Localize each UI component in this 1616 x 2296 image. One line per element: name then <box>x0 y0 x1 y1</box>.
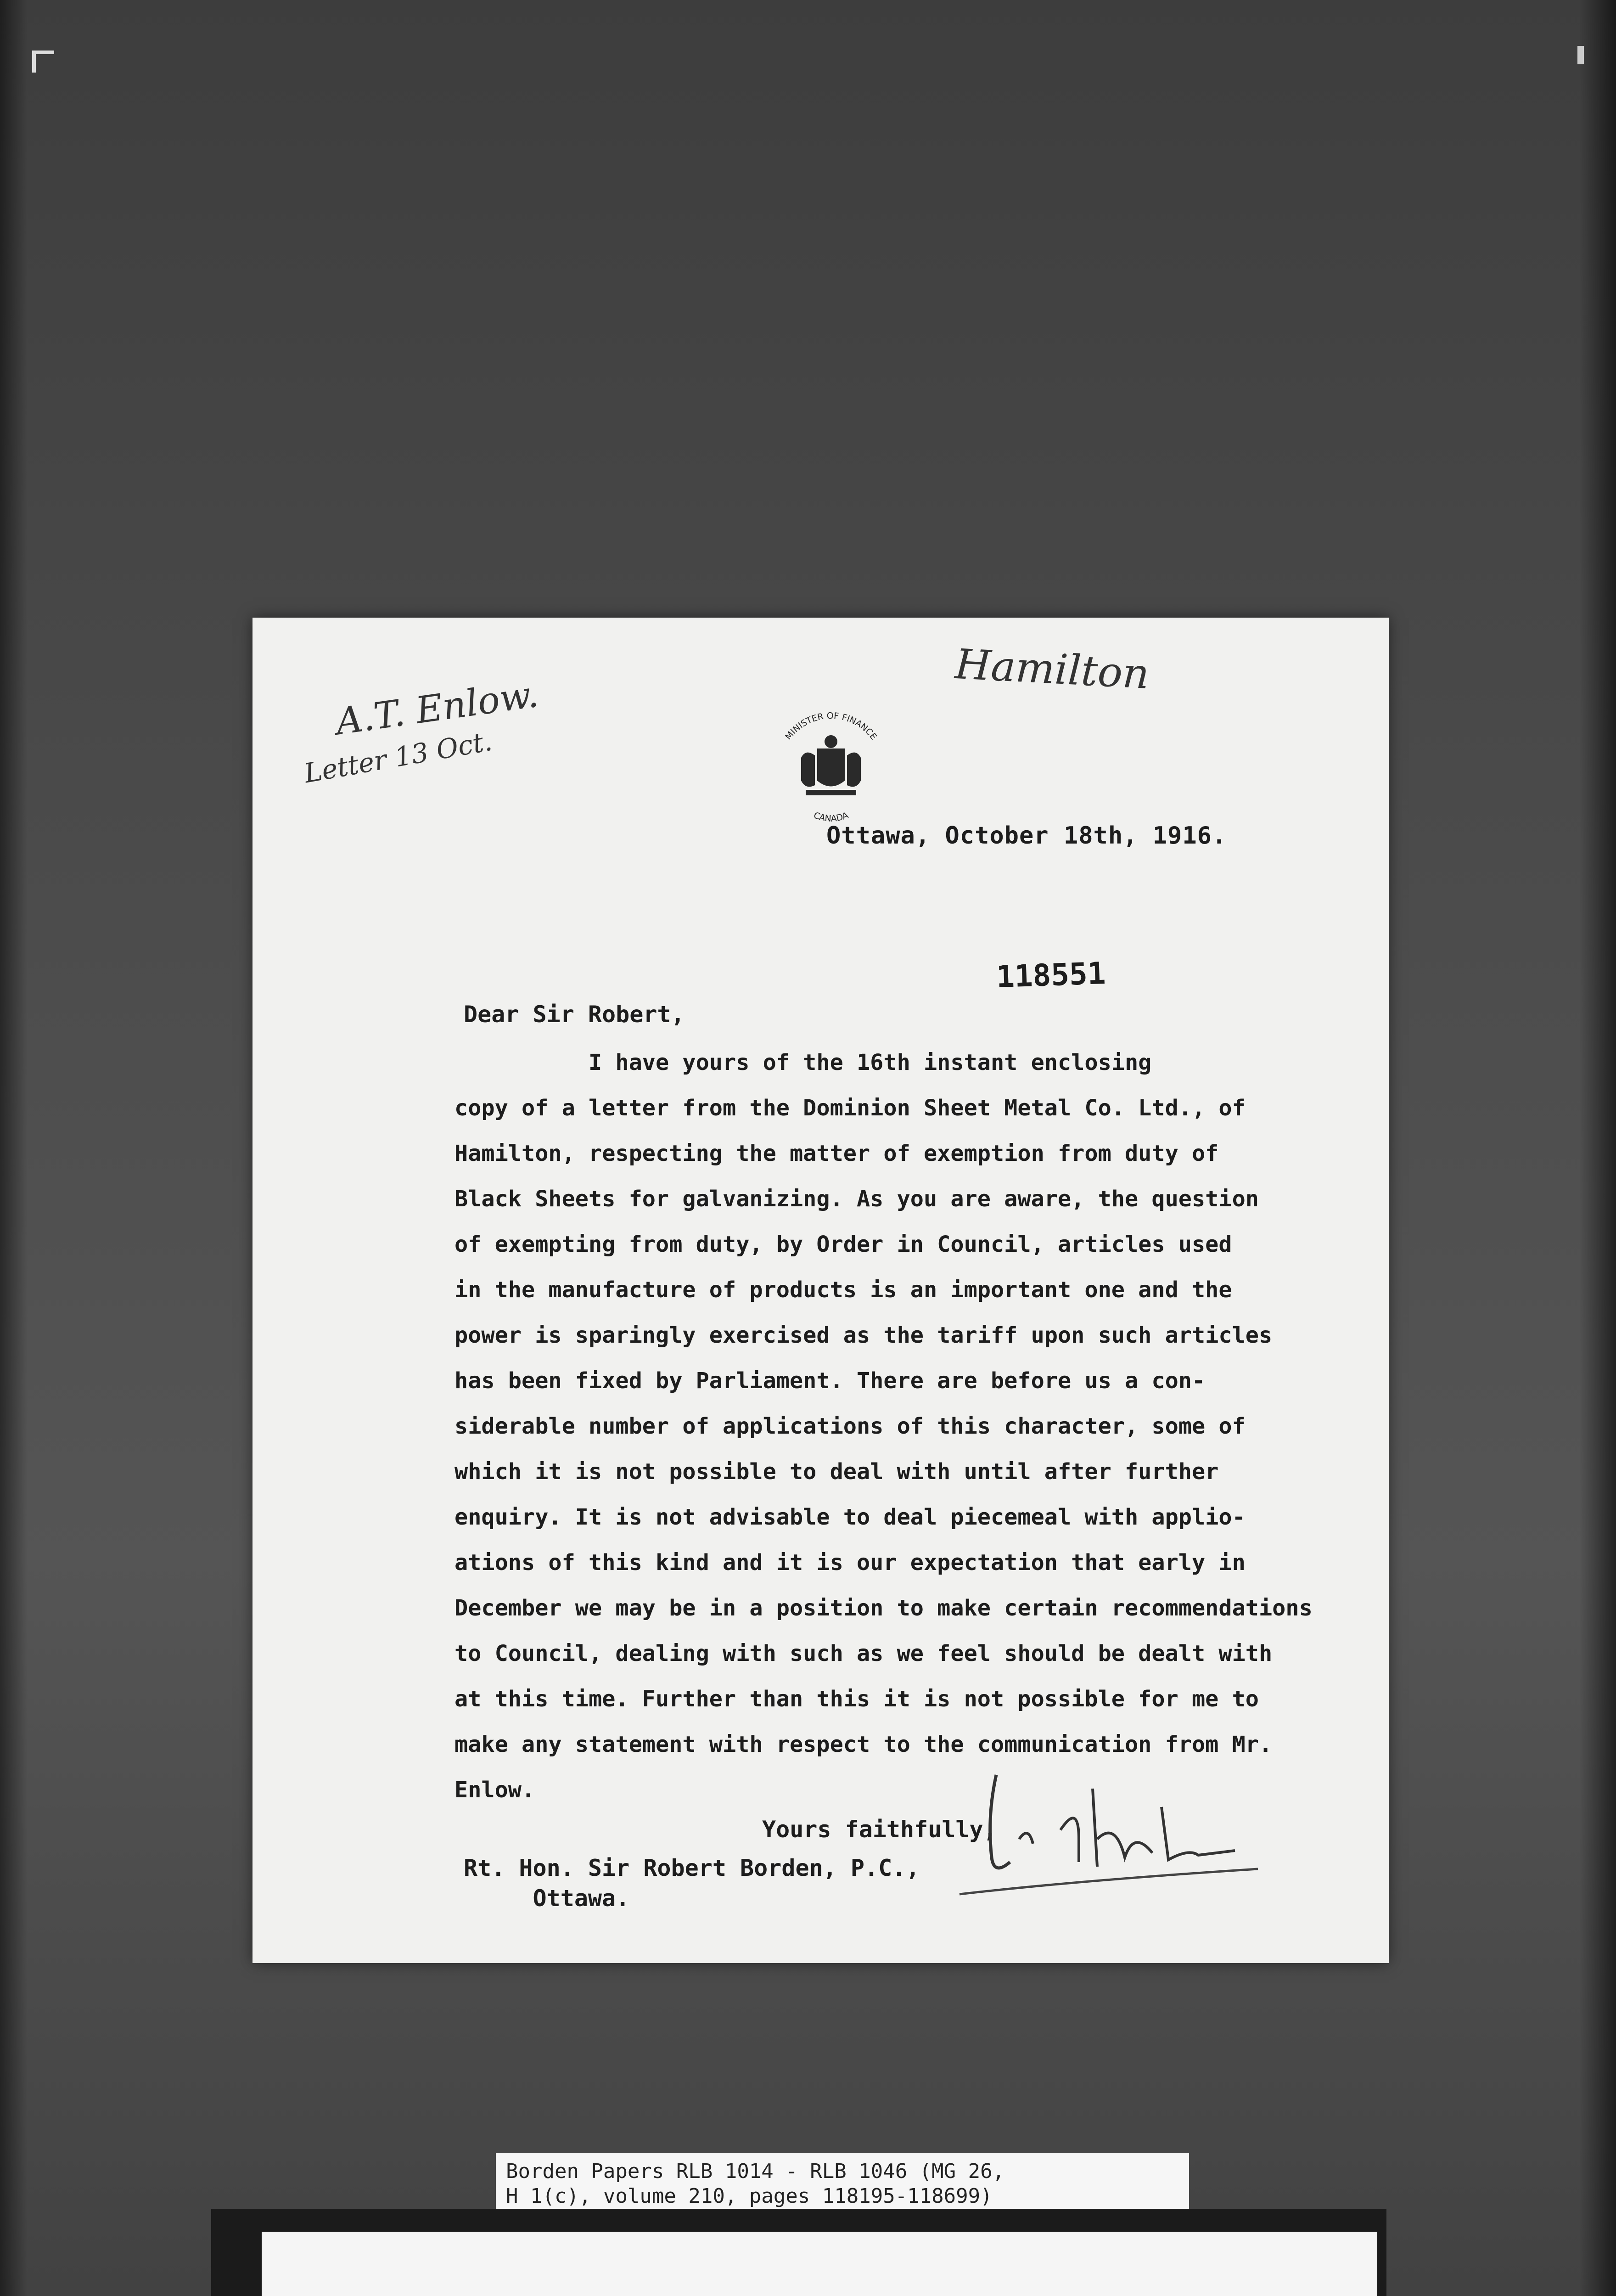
letter-body-line: of exempting from duty, by Order in Council, articles used <box>454 1232 1232 1257</box>
letter-body-line: December we may be in a position to make certain recommendations <box>454 1595 1313 1621</box>
handwritten-city-note: Hamilton <box>954 640 1150 699</box>
seal-shield <box>817 748 845 787</box>
letter-dateline: Ottawa, October 18th, 1916. <box>826 822 1227 850</box>
reference-line: H 1(c), volume 210, pages 118195-118699) <box>506 2184 993 2208</box>
seal-motto-ribbon <box>806 790 856 795</box>
letter-recipient <box>464 1853 920 1913</box>
letter-body <box>454 1040 1364 1813</box>
letter-body-line: Black Sheets for galvanizing. As you are aware, the question <box>454 1186 1259 1212</box>
handwritten-name-note: A.T. Enlow. <box>333 672 541 743</box>
recipient-location: Ottawa. <box>464 1885 630 1912</box>
letter-body-line: I have yours of the 16th instant enclosing <box>454 1050 1152 1075</box>
handwritten-letter-note: Letter 13 Oct. <box>302 725 494 789</box>
letter-body-line: Enlow. <box>454 1777 535 1803</box>
letter-closing: Yours faithfully, <box>762 1816 997 1843</box>
reference-line: Borden Papers RLB 1014 - RLB 1046 (MG 26, <box>506 2160 1005 2183</box>
letter-page <box>252 618 1389 1963</box>
seal-text-bottom: CANADA <box>812 810 850 824</box>
seal-text-top: MINISTER OF FINANCE <box>783 710 879 742</box>
archive-card <box>211 2209 1386 2296</box>
letter-salutation: Dear Sir Robert, <box>464 1001 685 1028</box>
corner-registration-mark-right <box>1577 46 1584 64</box>
letter-body-line: siderable number of applications of this character, some of <box>454 1413 1246 1439</box>
letter-body-line: has been fixed by Parliament. There are before us a con- <box>454 1368 1206 1394</box>
letter-body-line: to Council, dealing with such as we feel should be dealt with <box>454 1641 1273 1666</box>
handwritten-signature <box>941 1747 1272 1899</box>
letter-body-line: in the manufacture of products is an important one and the <box>454 1277 1232 1303</box>
corner-registration-mark <box>32 51 54 73</box>
minister-of-finance-seal <box>762 693 900 840</box>
letter-body-line: which it is not possible to deal with until after further <box>454 1459 1219 1485</box>
letter-body-line: at this time. Further than this it is not possible for me to <box>454 1686 1259 1712</box>
archive-card-face <box>262 2232 1377 2296</box>
document-number-stamp: 118551 <box>995 955 1106 995</box>
frame-edge-left <box>0 0 28 2296</box>
frame-edge-right <box>1579 0 1616 2296</box>
seal-unicorn <box>847 753 861 787</box>
recipient-name: Rt. Hon. Sir Robert Borden, P.C., <box>464 1855 920 1881</box>
letter-body-line: copy of a letter from the Dominion Sheet Metal Co. Ltd., of <box>454 1095 1246 1121</box>
seal-crown <box>825 735 837 748</box>
letter-body-line: ations of this kind and it is our expectation that early in <box>454 1550 1246 1576</box>
letter-body-line: Hamilton, respecting the matter of exemption from duty of <box>454 1141 1219 1166</box>
seal-lion <box>801 753 815 787</box>
collection-reference-label <box>496 2153 1189 2215</box>
letter-body-line: make any statement with respect to the communication from Mr. <box>454 1732 1273 1757</box>
letter-body-line: enquiry. It is not advisable to deal piecemeal with applio- <box>454 1504 1246 1530</box>
letter-body-line: power is sparingly exercised as the tariff upon such articles <box>454 1322 1273 1348</box>
